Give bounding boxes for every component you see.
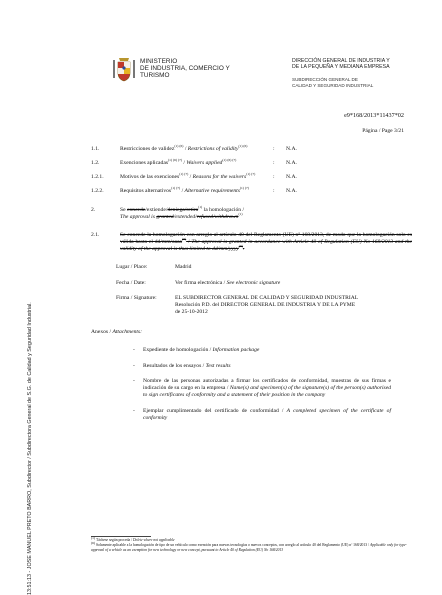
side-signature-text: 13:51:13 - JOSE MANUEL PRETO BARRO, Subdirector / Subdirectora General de S.G. de Calidad y Seguridad Industrial. [27,302,33,595]
item-2-1-line-1: Se concede la homologación con arreglo al artículo 40 del Reglamento (UE) nº 168/2013, de modo que la [120,232,362,238]
item-label-en: Waivers applied [186,160,223,166]
footnote-ref: (1) (7) [239,186,249,191]
date-value [175,280,405,287]
item-number: 1.2.2. [91,188,104,194]
subdirectorate-name [292,77,373,88]
footnote-es: Solamente aplicable a la homologación de tipo de un vehículo como exención para nuevas tecnologías o nuevos conceptos, con arreglo al artículo 40 del Reglamento (UE) nº 168/2013 / [96,543,370,548]
directorate-line-2: DE LA PEQUEÑA Y MEDIANA EMPRESA [292,64,390,71]
item-label-en: Alternative requirements [184,188,240,194]
item-2-1-text: Se concede la homologación con arreglo al artículo 40 del Reglamento (UE) nº 168/2013, de modo que la homologación solo es válida hasta el dd/mm/aaaa$^{(8)}$ / The approval is granted in accordance with Article 40 of Regulation (EU) No 168/2013 and the validity of the approval is thus limited to dd/mm/yyyy$^{(8)}$. [120,232,412,253]
item-value: N.A. [286,146,297,152]
item-label-es: Exenciones aplicadas [120,160,168,166]
annex-item-es: Ejemplar cumplimentado del certificado de conformidad / [143,408,284,414]
footnote-ref: (1) [238,212,243,217]
bullet-dash: - [133,347,135,353]
item-2-prefix: Se [120,207,126,213]
footnote-ref: (1) (6) (7) [168,158,182,163]
annex-item-en: Test results [205,363,231,369]
annex-item [143,347,391,354]
subdirectorate-line-1: SUBDIRECCIÓN GENERAL DE [292,77,358,82]
reference-number: e9*168/2013*11437*02 [344,112,404,119]
directorate-name [292,58,390,70]
item-label-es: Restricciones de validez [120,146,175,152]
signature-line-1: EL SUBDIRECTOR GENERAL DE CALIDAD Y SEGURIDAD INDUSTRIAL [175,295,359,301]
ministry-line-1: MINISTERIO [140,58,178,65]
ministry-line-2: DE INDUSTRIA, COMERCIO Y [140,65,230,73]
annex-item-en: Information package [212,347,260,353]
selected-option: /extended/ [173,214,197,221]
item-2-1-line-2: homologación solo es válida hasta el dd/mm/aaaa [120,232,412,246]
item-2-1-line-2-en: The approval is granted in accordance with Article 40 [191,239,317,246]
footnote-ref: (8) [238,244,243,249]
item-label-en: Reasons for the waivers [192,174,247,180]
item-value: N.A. [286,160,297,166]
struck-option: granted [156,214,174,221]
item-2-en-prefix: The approval is [120,214,155,221]
annex-item-en: A completed specimen of the certificate of conformity [143,408,391,422]
item-label-es: Motivos de las exenciones [120,174,180,180]
footnote-ref: (1) (7) [171,186,181,191]
item-2-number: 2. [91,207,96,213]
item-label-es: Requisitos alternativos [120,188,172,194]
directorate-line-1: DIRECCIÓN GENERAL DE INDUSTRIA Y [292,58,390,64]
date-value-en: See electronic signature [226,280,281,286]
item-number: 1.2. [91,160,100,166]
annex-item-es: Resultados de los ensayos / [143,363,205,369]
annex-item-en: Name(s) and specimen(s) of the signature(s) of the person(s) authorised to sign certificates of conformity and a statement of their position in the company [143,385,392,399]
place-label: Lugar / Place: [116,264,148,270]
footnote-es: Táchese según proceda / [95,538,133,543]
page-number: Página / Page 3/21 [362,128,404,134]
item-value: N.A. [286,188,297,194]
bullet-dash: - [133,408,135,414]
annex-item-es: Expediente de homologación / [143,347,212,353]
footnote-ref: (1) (6) [174,144,184,149]
item-2-1-line-3: of Regulation (EU) No 168/2013 and the validity of the approval is thus limited to dd/mm/yyyy [120,239,412,253]
bullet-dash: - [133,363,135,369]
footnote-ref: (1) [198,205,203,210]
struck-option: deniega/retira [167,207,199,213]
signature-line-3: de 25-10-2012 [175,308,208,315]
ministry-name [140,58,230,80]
date-value-es: Ver firma electrónica / [175,280,226,286]
footnote-en: Delete where not applicable [133,538,175,543]
footnote-ref: (1) (7) [246,172,256,177]
coat-of-arms-logo [112,56,136,84]
footnote-ref: (1) (6) [238,144,248,149]
signature-line-2: Resolución P.D. del DIRECTOR GENERAL DE INDUSTRIA Y DE LA PYME [175,301,356,308]
bullet-dash: - [133,378,135,384]
place-value: Madrid [175,264,192,270]
ministry-line-3: TURISMO [140,72,170,80]
signature-value [175,295,405,315]
footnote-ref: (8) [182,237,187,242]
struck-option: refused/withdrawn [196,214,239,221]
annex-item-es: Nombre de las personas autorizadas a firmar los certificados de conformidad, muestras de sus firmas e indicación de su cargo en la empresa / [143,378,391,392]
footnote-ref: (1) (6) (7) [222,158,237,163]
footnote-mark: (1) [91,536,96,540]
subdirectorate-line-2: CALIDAD Y SEGURIDAD INDUSTRIAL [292,82,374,88]
signature-label: Firma / Signature: [116,295,157,301]
annexes-heading-es: Anexos / [91,329,112,335]
item-2-1-number: 2.1. [91,232,100,238]
footnote-mark: (6) [91,541,96,545]
annex-item [143,408,391,422]
item-number: 1.2.1. [91,174,104,180]
item-number: 1.1. [91,146,100,152]
footnote-divider [91,536,151,537]
item-2-text [120,207,410,221]
footnote-en: Applicable only for type-approval of a vehicle as an exemption for new technology or new concept, pursuant to Article 40 of Regulation (EU) No 168/2013 [91,543,407,552]
struck-option: concede [127,207,146,213]
annexes-heading [91,329,142,336]
item-2-suffix: la homologación / [203,207,245,213]
item-value: N.A. [286,174,297,180]
annex-item [143,378,391,400]
date-label: Fecha / Date: [116,280,146,286]
item-label-en: Restrictions of validity [187,146,239,152]
annexes-heading-en: Attachments: [112,329,142,335]
selected-option: /extiende/ [145,207,168,213]
footnote [91,543,411,552]
annex-item [143,363,391,370]
footnote-ref: (1) (7) [179,172,189,177]
